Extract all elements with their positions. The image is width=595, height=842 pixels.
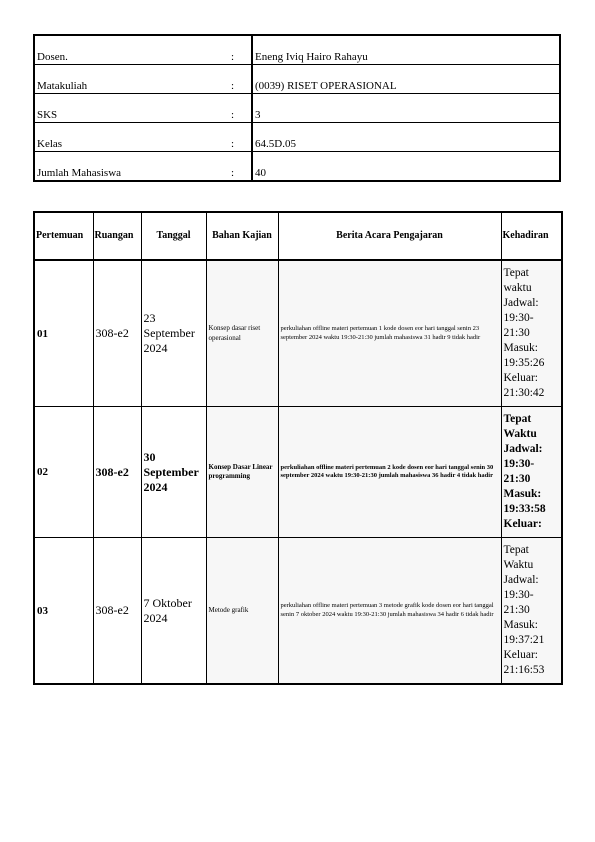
attendance-check-in: Masuk: 19:33:58 — [503, 487, 546, 515]
table-row — [34, 407, 562, 538]
info-label: Matakuliah — [34, 65, 229, 94]
attendance-schedule: Jadwal: 19:30-21:30 — [503, 574, 539, 617]
date-cell: 30 September 2024 — [141, 407, 206, 538]
info-value: 3 — [252, 94, 560, 123]
info-label: Dosen. — [34, 35, 229, 65]
attendance-schedule: Jadwal: 19:30-21:30 — [503, 443, 543, 485]
table-header-row — [34, 212, 562, 260]
header-teaching-record: Berita Acara Pengajaran — [278, 212, 501, 260]
course-info-table — [33, 34, 561, 182]
header-date: Tanggal — [141, 212, 206, 260]
attendance-status: Tepat Waktu — [503, 544, 534, 572]
attendance-cell — [501, 260, 562, 407]
info-colon: : — [229, 94, 252, 123]
info-colon: : — [229, 65, 252, 94]
meeting-number: 01 — [34, 260, 93, 407]
info-colon: : — [229, 35, 252, 65]
attendance-table — [33, 211, 563, 685]
info-value: Eneng Iviq Hairo Rahayu — [252, 35, 560, 65]
info-row-credits — [34, 94, 560, 123]
attendance-cell — [501, 538, 562, 685]
room-cell: 308-e2 — [93, 538, 141, 685]
date-cell: 7 Oktober 2024 — [141, 538, 206, 685]
info-label: Jumlah Mahasiswa — [34, 152, 229, 182]
info-value: (0039) RISET OPERASIONAL — [252, 65, 560, 94]
info-colon: : — [229, 152, 252, 182]
attendance-check-out: Keluar: 21:16:53 — [503, 648, 545, 676]
date-cell: 23 September 2024 — [141, 260, 206, 407]
attendance-check-out: Keluar: — [503, 517, 542, 530]
info-value: 40 — [252, 152, 560, 182]
attendance-check-out: Keluar: 21:30:42 — [503, 371, 545, 399]
info-row-course — [34, 65, 560, 94]
teaching-record-cell: perkuliahan offline materi pertemuan 2 kode dosen eor hari tanggal senin 30 september 2024 waktu 19:30-21:30 jumlah mahasiswa 36 hadir 4 tidak hadir — [278, 407, 501, 538]
room-cell: 308-e2 — [93, 407, 141, 538]
teaching-record-cell: perkuliahan offline materi pertemuan 1 kode dosen eor hari tanggal senin 23 september 2024 waktu 19:30-21:30 jumlah mahasiswa 31 hadir 9 tidak hadir — [278, 260, 501, 407]
topic-cell: Metode grafik — [206, 538, 278, 685]
topic-cell: Konsep Dasar Linear programming — [206, 407, 278, 538]
info-label: SKS — [34, 94, 229, 123]
topic-cell: Konsep dasar riset operasional — [206, 260, 278, 407]
info-row-students — [34, 152, 560, 182]
meeting-number: 02 — [34, 407, 93, 538]
attendance-status: Tepat waktu — [503, 267, 532, 295]
attendance-check-in: Masuk: 19:35:26 — [503, 341, 545, 369]
teaching-record-cell: perkuliahan offline materi pertemuan 3 metode grafik kode dosen eor hari tanggal senin 7 oktober 2024 waktu 19:30-21:30 jumlah mahasiswa 34 hadir 6 tidak hadir — [278, 538, 501, 685]
table-row — [34, 538, 562, 685]
attendance-schedule: Jadwal: 19:30-21:30 — [503, 297, 539, 340]
info-row-class — [34, 123, 560, 152]
header-room: Ruangan — [93, 212, 141, 260]
attendance-check-in: Masuk: 19:37:21 — [503, 618, 545, 646]
table-row — [34, 260, 562, 407]
header-meeting: Pertemuan — [34, 212, 93, 260]
attendance-cell — [501, 407, 562, 538]
info-colon: : — [229, 123, 252, 152]
header-topic: Bahan Kajian — [206, 212, 278, 260]
room-cell: 308-e2 — [93, 260, 141, 407]
header-attendance: Kehadiran — [501, 212, 562, 260]
attendance-status: Tepat Waktu — [503, 413, 537, 441]
info-row-lecturer — [34, 35, 560, 65]
meeting-number: 03 — [34, 538, 93, 685]
info-value: 64.5D.05 — [252, 123, 560, 152]
info-label: Kelas — [34, 123, 229, 152]
